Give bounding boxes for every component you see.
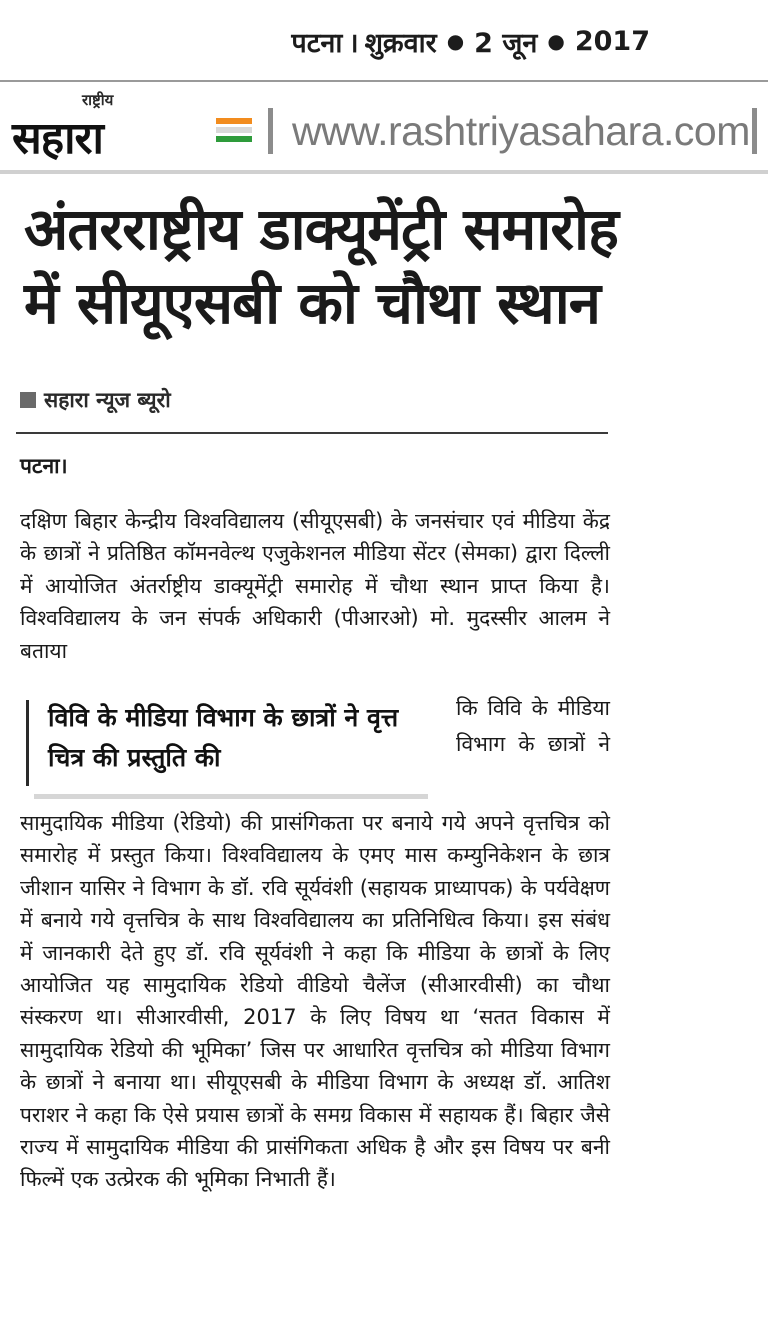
- byline-square-icon: [20, 392, 36, 408]
- tricolor-flag-icon: [216, 118, 252, 144]
- website-url: www.rashtriyasahara.com: [292, 108, 750, 154]
- dateline-day: शुक्रवार: [364, 27, 437, 59]
- byline-rule: [16, 432, 608, 434]
- dateline-bullet: ●: [547, 29, 565, 53]
- article-headline: अंतरराष्ट्रीय डाक्यूमेंट्री समारोह में सीयूएसबी को चौथा स्थान: [24, 195, 618, 337]
- masthead-rule: [0, 170, 768, 174]
- brand-logo: सहारा: [12, 113, 103, 164]
- masthead-divider: [752, 108, 757, 154]
- article-paragraph-1: दक्षिण बिहार केन्द्रीय विश्वविद्यालय (सीयूएसबी) के जनसंचार एवं मीडिया केंद्र के छात्रों ने प्रतिष्ठित कॉमनवेल्थ एजुकेशनल मीडिया सेंटर (सेमका) द्वारा दिल्ली में आयोजित अंतर्राष्ट्रीय डाक्यूमेंट्री समारोह में चौथा स्थान प्राप्त किया है। विश्वविद्यालय के जन संपर्क अधिकारी (पीआरओ) मो. मुदस्सीर आलम ने बताया: [20, 509, 610, 663]
- pullquote-text: विवि के मीडिया विभाग के छात्रों ने वृत्त चित्र की प्रस्तुति की: [48, 703, 399, 772]
- byline: [20, 386, 171, 414]
- top-divider: [0, 80, 768, 82]
- byline-text: सहारा न्यूज ब्यूरो: [44, 388, 171, 412]
- article-side-column: कि विवि के मीडिया विभाग के छात्रों ने: [456, 696, 610, 756]
- dateline: [0, 18, 768, 64]
- dateline-year: 2017: [574, 25, 650, 57]
- masthead-divider: [268, 108, 273, 154]
- masthead: [0, 88, 768, 166]
- article-paragraph-2: सामुदायिक मीडिया (रेडियो) की प्रासंगिकता पर बनाये गये अपने वृत्तचित्र को समारोह में प्रस्तुत किया। विश्वविद्यालय के एमए मास कम्युनिकेशन के छात्र जीशान यासिर ने विभाग के डॉ. रवि सूर्यवंशी (सहायक प्राध्यापक) के पर्यवेक्षण में बनाये गये वृत्तचित्र के साथ विश्वविद्यालय का प्रतिनिधित्व किया। इस संबंध में जानकारी देते हुए डॉ. रवि सूर्यवंशी ने कहा कि मीडिया के छात्रों के लिए आयोजित यह सामुदायिक रेडियो वीडियो चैलेंज (सीआरवीसी) का चौथा संस्करण था। सीआरवीसी, 2017 के लिए विषय था ‘सतत विकास में सामुदायिक रेडियो की भूमिका’ जिस पर आधारित वृत्तचित्र को मीडिया विभाग के छात्रों ने बनाया था। सीयूएसबी के मीडिया विभाग के अध्यक्ष डॉ. आतिश पराशर ने कहा कि ऐसे प्रयास छात्रों के समग्र विकास में सहायक हैं। बिहार जैसे राज्य में सामुदायिक मीडिया की प्रासंगिकता अधिक है और इस विषय पर बनी फिल्में एक उत्प्रेरक की भूमिका निभाती हैं।: [20, 811, 610, 1192]
- dateline-city: पटना: [291, 27, 343, 59]
- article-place: पटना।: [20, 454, 68, 478]
- dateline-bullet: ●: [446, 29, 465, 53]
- brand-tagline: राष्ट्रीय: [82, 91, 114, 109]
- pullquote-rule: [34, 794, 428, 799]
- pullquote: [26, 698, 436, 798]
- pullquote-bar: [26, 700, 29, 786]
- dateline-separator: ।: [348, 27, 359, 59]
- dateline-date: 2 जून: [474, 27, 538, 59]
